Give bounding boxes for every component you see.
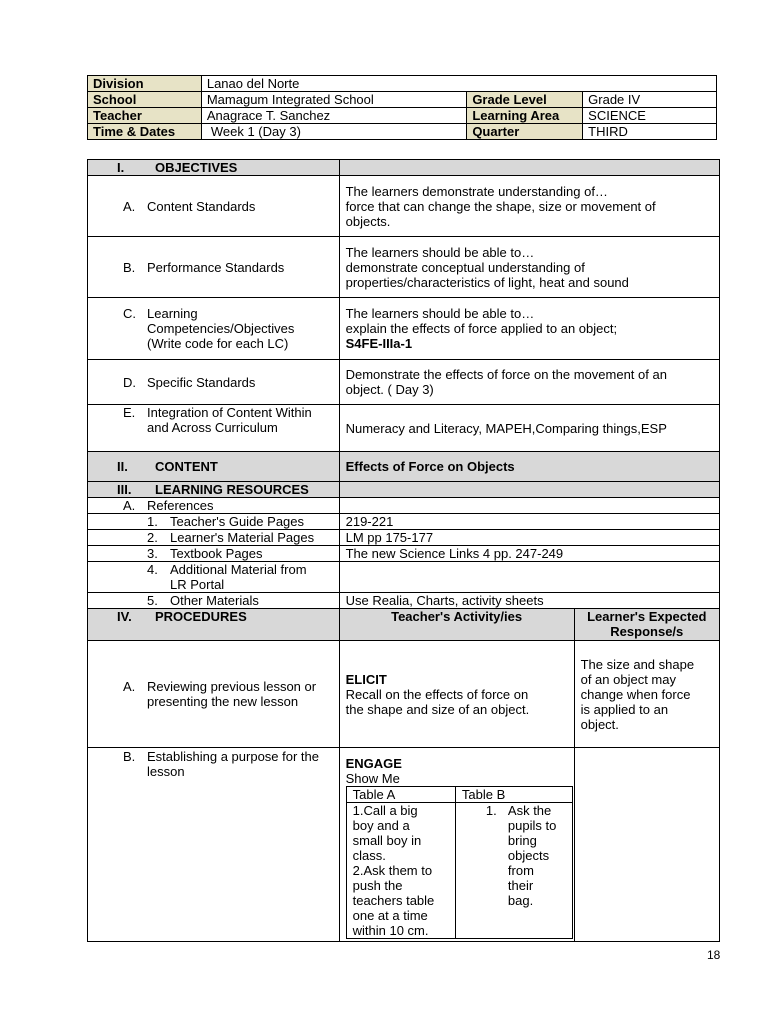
table-b-line: their [507,878,534,893]
table-a-line: within 10 cm. [352,923,429,938]
resource-row-label [88,514,340,530]
school-value: Mamagum Integrated School [201,92,466,108]
table-a-line: teachers table [352,893,435,908]
area-value: SCIENCE [583,108,717,124]
other-number: 5. [147,593,158,608]
response-line: object. [580,716,619,732]
engage-subtitle: Show Me [345,771,400,786]
table-b-line: objects [507,848,550,863]
lesson-plan-table [87,159,720,942]
comp-line-2: Competencies/Objectives [147,321,295,336]
objectives-num: I. [117,160,125,175]
add-line-1: Additional Material from [170,562,307,577]
comp-line-1: Learning [147,306,198,321]
integ-line-1: Integration of Content Within [147,405,312,420]
item-value: 219-221 [339,514,719,530]
area-label: Learning Area [467,108,583,124]
grade-value: Grade IV [583,92,717,108]
elicit-activity [339,641,574,748]
elicit-line-1: Recall on the effects of force on [345,686,529,702]
objectives-heading-blank [339,160,719,176]
ref-label: References [147,498,214,513]
comp-letter: C. [123,306,136,321]
spec-line-1: Demonstrate the effects of force on the movement of an [345,367,667,382]
quarter-label: Quarter [467,124,583,140]
perf-line-1: The learners should be able to… [345,244,535,260]
time-label: Time & Dates [88,124,202,140]
resources-title: LEARNING RESOURCES [155,482,309,497]
quarter-value: THIRD [583,124,717,140]
table-a-header: Table A [346,787,455,803]
engage-phase: ENGAGE [345,756,402,771]
header-table [87,75,717,140]
division-value: Lanao del Norte [201,76,716,92]
competencies-value [339,298,719,360]
other-label: Other Materials [170,593,259,608]
add-line-2: LR Portal [170,577,225,592]
resources-heading [88,482,340,498]
elicit-phase: ELICIT [345,671,387,687]
other-materials-label [88,593,340,609]
table-b-number: 1. [485,803,497,818]
teacher-activity-heading: Teacher's Activity/ies [339,609,574,641]
table-a-line: class. [352,848,386,863]
item-label: Textbook Pages [170,546,263,561]
b-line-2: lesson [147,764,185,779]
add-number: 4. [147,562,158,577]
item-label: Learner's Material Pages [170,530,315,545]
resources-heading-blank [339,482,719,498]
additional-material-label [88,562,340,593]
spec-line-2: object. ( Day 3) [345,382,434,397]
specific-standards-value [339,360,719,405]
procedures-title: PROCEDURES [155,609,247,624]
response-line: The size and shape [580,656,695,672]
item-number: 1. [147,514,158,529]
a-line-2: presenting the new lesson [147,694,299,709]
school-label: School [88,92,202,108]
spec-letter: D. [123,374,136,390]
performance-standards-value [339,237,719,298]
b-line-1: Establishing a purpose for the [147,749,319,764]
learner-response-heading [574,609,719,641]
procedures-num: IV. [117,609,132,624]
additional-material-value [339,562,719,593]
table-b-line: from [507,863,534,878]
time-value: Week 1 (Day 3) [201,124,466,140]
content-standards-label [88,176,340,237]
references-value [339,498,719,514]
objectives-title: OBJECTIVES [155,160,238,175]
division-label: Division [88,76,202,92]
table-b-line: Ask the [507,803,552,818]
content-label: Content Standards [147,198,256,214]
item-number: 3. [147,546,158,561]
item-value: LM pp 175-177 [339,530,719,546]
resource-row-label [88,530,340,546]
resources-num: III. [117,482,132,497]
references-label [88,498,340,514]
table-a-line: one at a time [352,908,428,923]
objectives-heading [88,160,340,176]
a-letter: A. [123,679,136,694]
spec-label: Specific Standards [147,374,256,390]
competencies-label [88,298,340,360]
table-b-line: bring [507,833,537,848]
comp-value-1: The learners should be able to… [345,306,535,321]
comp-code: S4FE-IIIa-1 [345,336,413,351]
content-title: CONTENT [155,459,218,474]
table-a-line: 2.Ask them to [352,863,433,878]
item-number: 2. [147,530,158,545]
resource-row-label [88,546,340,562]
specific-standards-label [88,360,340,405]
response-line: of an object may [580,671,676,687]
table-b-header: Table B [455,787,572,803]
table-b-line: bag. [507,893,534,908]
teacher-label: Teacher [88,108,202,124]
perf-line-2: demonstrate conceptual understanding of [345,259,585,275]
perf-line-3: properties/characteristics of light, heat and sound [345,274,629,290]
perf-letter: B. [123,259,136,275]
learner-response-b [574,748,719,942]
table-b-line: pupils to [507,818,557,833]
reviewing-lesson-label [88,641,340,748]
integration-value: Numeracy and Literacy, MAPEH,Comparing things,ESP [339,405,719,452]
table-a-line: small boy in [352,833,422,848]
ref-letter: A. [123,498,136,513]
grade-label: Grade Level [467,92,583,108]
content-standards-value [339,176,719,237]
b-letter: B. [123,749,136,764]
engage-activity [339,748,574,942]
learner-response-a [574,641,719,748]
table-a-line: push the [352,878,403,893]
learner-head-line-2: Response/s [610,624,684,639]
item-label: Teacher's Guide Pages [170,514,305,529]
a-line-1: Reviewing previous lesson or [147,679,317,694]
content-heading [88,452,340,482]
content-line-1: The learners demonstrate understanding of… [345,183,608,199]
integ-line-2: and Across Curriculum [147,420,278,435]
establishing-purpose-label [88,748,340,942]
comp-value-2: explain the effects of force applied to an object; [345,321,618,336]
content-letter: A. [123,198,136,214]
table-a-line: 1.Call a big [352,803,418,818]
other-materials-value: Use Realia, Charts, activity sheets [339,593,719,609]
comp-line-3: (Write code for each LC) [147,336,289,351]
response-line: change when force [580,686,691,702]
teacher-value: Anagrace T. Sanchez [201,108,466,124]
table-a-line: boy and a [352,818,410,833]
integration-label [88,405,340,452]
perf-label: Performance Standards [147,259,285,275]
content-value: Effects of Force on Objects [339,452,719,482]
content-line-2: force that can change the shape, size or movement of [345,198,656,214]
procedures-heading [88,609,340,641]
content-line-3: objects. [345,213,391,229]
performance-standards-label [88,237,340,298]
table-b-cell [455,803,572,939]
response-line: is applied to an [580,701,669,717]
table-a-cell [346,803,455,939]
learner-head-line-1: Learner's Expected [587,609,707,624]
page-number: 18 [707,948,721,962]
elicit-line-2: the shape and size of an object. [345,701,530,717]
item-value: The new Science Links 4 pp. 247-249 [339,546,719,562]
content-num: II. [117,459,128,474]
integ-letter: E. [123,405,136,420]
show-me-table [346,786,573,939]
